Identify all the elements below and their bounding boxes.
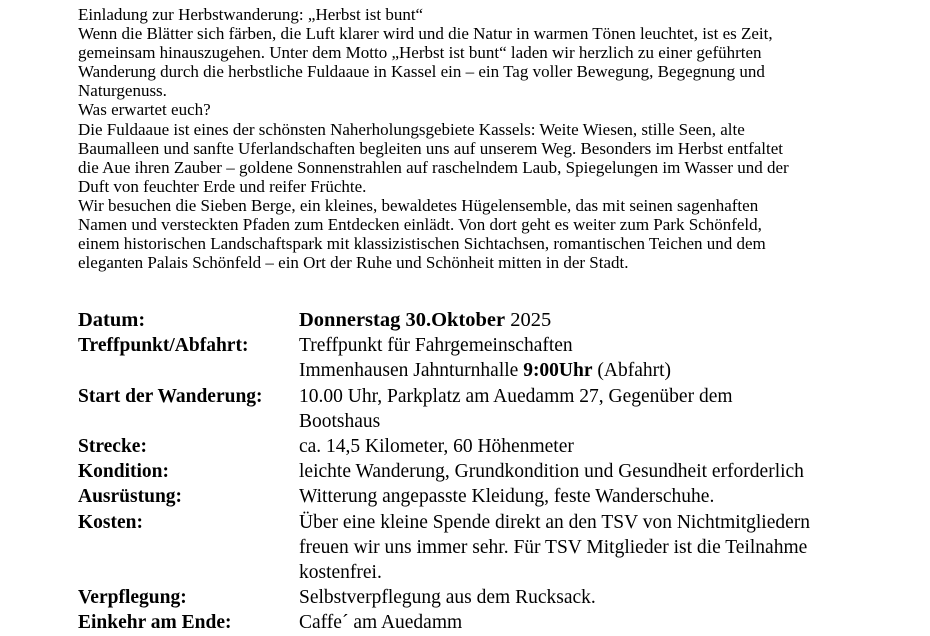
intro-line: Baumalleen und sanfte Uferlandschaften begleiten uns auf unserem Weg. Besonders im Herbst entfaltet bbox=[78, 138, 784, 158]
intro-text bbox=[78, 5, 928, 272]
label-datum: Datum: bbox=[78, 309, 146, 331]
intro-line: Wenn die Blätter sich färben, die Luft klarer wird und die Natur in warmen Tönen leuchtet, ist es Zeit, bbox=[78, 24, 773, 44]
event-details bbox=[78, 308, 930, 636]
label-ausruestung: Ausrüstung: bbox=[78, 486, 183, 508]
intro-question: Was erwartet euch? bbox=[78, 100, 211, 120]
row-kondition bbox=[78, 459, 930, 484]
date-text: Donnerstag 30.Oktober bbox=[299, 309, 506, 331]
value-ausruestung: Witterung angepasste Kleidung, feste Wanderschuhe. bbox=[299, 486, 715, 508]
value-verpflegung: Selbstverpflegung aus dem Rucksack. bbox=[299, 587, 596, 609]
value-kondition: leichte Wanderung, Grundkondition und Gesundheit erforderlich bbox=[299, 461, 804, 483]
row-verpflegung bbox=[78, 585, 930, 610]
row-einkehr bbox=[78, 610, 930, 635]
intro-line: Duft von feuchter Erde und reifer Früchte. bbox=[78, 176, 367, 196]
departure-note: (Abfahrt) bbox=[592, 360, 672, 382]
row-ausruestung bbox=[78, 484, 930, 509]
start-line-1: 10.00 Uhr, Parkplatz am Auedamm 27, Gegenüber dem bbox=[299, 385, 733, 407]
row-datum bbox=[78, 308, 930, 333]
label-kosten: Kosten: bbox=[78, 511, 143, 533]
intro-line: eleganten Palais Schönfeld – ein Ort der Ruhe und Schönheit mitten in der Stadt. bbox=[78, 253, 629, 273]
departure-time: 9:00Uhr bbox=[523, 360, 593, 382]
label-start: Start der Wanderung: bbox=[78, 385, 263, 407]
intro-title: Einladung zur Herbstwanderung: „Herbst ist bunt“ bbox=[78, 5, 424, 24]
kosten-line-2: freuen wir uns immer sehr. Für TSV Mitglieder ist die Teilnahme bbox=[299, 536, 808, 558]
value-einkehr: Caffe´ am Auedamm bbox=[299, 612, 463, 634]
row-start bbox=[78, 384, 930, 434]
value-start bbox=[299, 384, 930, 434]
value-kosten bbox=[299, 510, 930, 586]
intro-line: Naturgenuss. bbox=[78, 81, 167, 101]
value-treffpunkt bbox=[299, 333, 930, 383]
meeting-place: Immenhausen Jahnturnhalle bbox=[299, 360, 524, 382]
label-strecke: Strecke: bbox=[78, 436, 147, 458]
intro-line: Namen und versteckten Pfaden zum Entdecken einlädt. Von dort geht es weiter zum Park Schönfeld, bbox=[78, 215, 762, 235]
kosten-line-3: kostenfrei. bbox=[299, 562, 382, 584]
label-kondition: Kondition: bbox=[78, 461, 170, 483]
treffpunkt-line-2 bbox=[299, 358, 930, 383]
intro-line: Die Fuldaaue ist eines der schönsten Naherholungsgebiete Kassels: Weite Wiesen, stille Seen, alte bbox=[78, 119, 745, 139]
treffpunkt-line-1: Treffpunkt für Fahrgemeinschaften bbox=[299, 335, 573, 357]
label-treffpunkt: Treffpunkt/Abfahrt: bbox=[78, 335, 249, 357]
row-kosten bbox=[78, 510, 930, 586]
intro-line: Wir besuchen die Sieben Berge, ein kleines, bewaldetes Hügelensemble, das mit seinen sagenhaften bbox=[78, 195, 759, 215]
row-strecke bbox=[78, 434, 930, 459]
value-datum bbox=[299, 308, 930, 333]
value-strecke: ca. 14,5 Kilometer, 60 Höhenmeter bbox=[299, 436, 574, 458]
row-treffpunkt bbox=[78, 333, 930, 383]
intro-line: gemeinsam hinauszugehen. Unter dem Motto „Herbst ist bunt“ laden wir herzlich zu einer geführten bbox=[78, 43, 762, 63]
label-einkehr: Einkehr am Ende: bbox=[78, 612, 232, 634]
intro-line: die Aue ihren Zauber – goldene Sonnenstrahlen auf raschelndem Laub, Spiegelungen im Wasser und der bbox=[78, 157, 789, 177]
kosten-line-1: Über eine kleine Spende direkt an den TSV von Nichtmitgliedern bbox=[299, 511, 811, 533]
intro-line: einem historischen Landschaftspark mit klassizistischen Sichtachsen, romantischen Teichen und dem bbox=[78, 234, 766, 254]
label-verpflegung: Verpflegung: bbox=[78, 587, 187, 609]
year-text: 2025 bbox=[505, 309, 552, 331]
start-line-2: Bootshaus bbox=[299, 410, 381, 432]
intro-line: Wanderung durch die herbstliche Fuldaaue in Kassel ein – ein Tag voller Bewegung, Begegnung und bbox=[78, 62, 765, 82]
